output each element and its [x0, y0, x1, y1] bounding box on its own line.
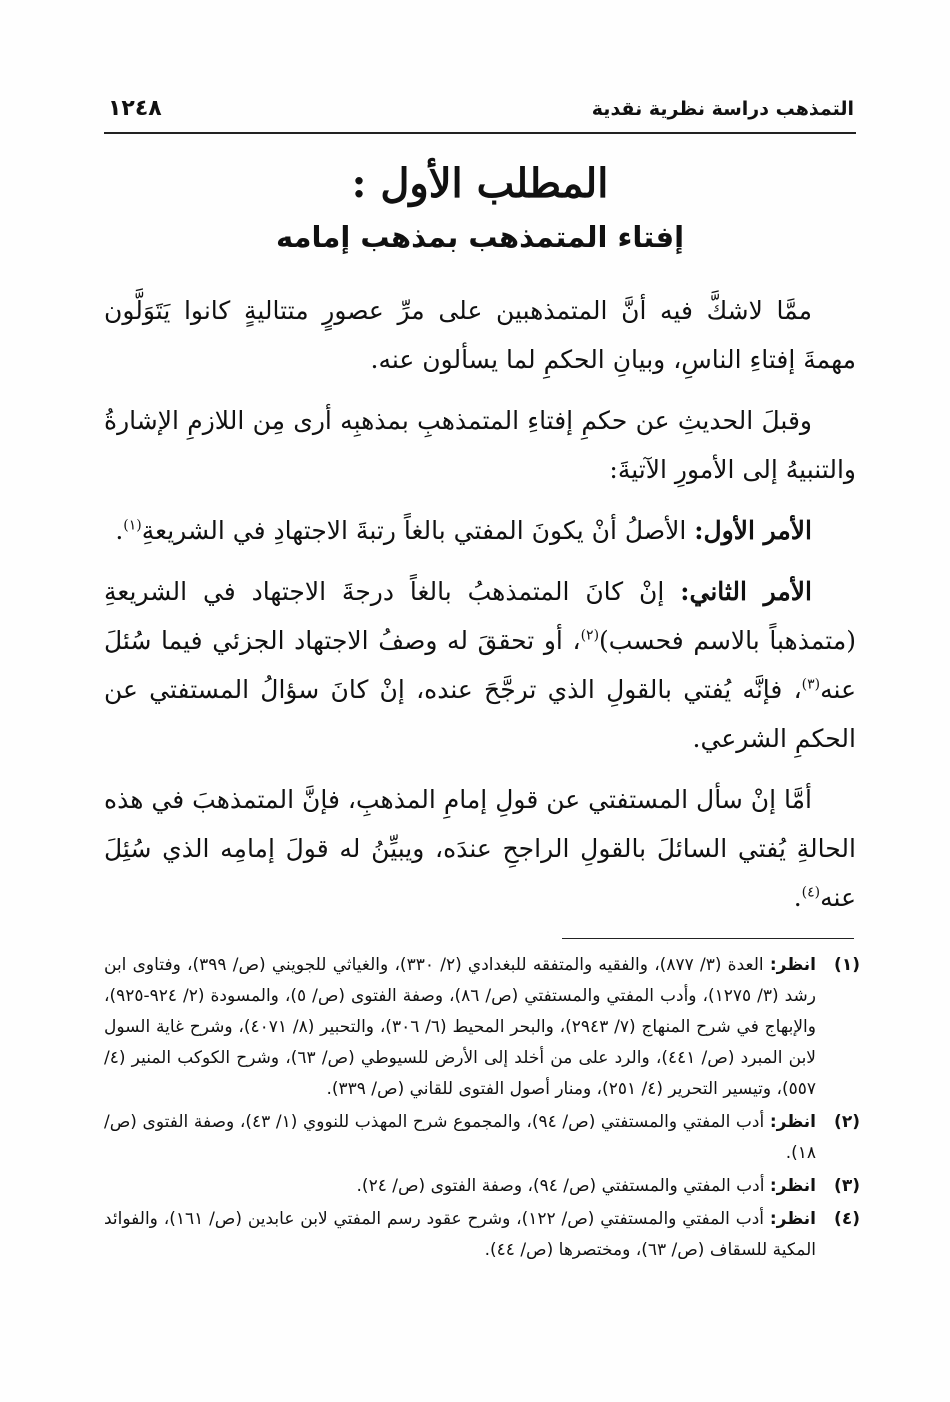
footnote	[104, 1107, 860, 1169]
paragraph-4-text-a: إنْ كانَ المتمذهبُ بالغاً درجةَ الاجتهاد في الشريعةِ (متمذهباً بالاسم فحسب)	[104, 577, 856, 655]
footnote-number: (٣)	[834, 1176, 860, 1196]
footnote-ref-4: (٤)	[801, 884, 821, 901]
paragraph-5-end: .	[793, 883, 802, 912]
section-subtitle: إفتاء المتمذهب بمذهب إمامه	[275, 220, 685, 254]
footnote-text	[104, 950, 816, 1105]
paragraph-1	[104, 286, 856, 384]
footnote-body: أدب المفتي والمستفتي (ص/ ١٢٢)، وشرح عقود رسم المفتي لابن عابدين (ص/ ١٦١)، والفوائد المكية للسقاف (ص/ ٦٣)، ومختصرها (ص/ ٤٤).	[104, 1209, 816, 1260]
paragraph-3-text: الأصلُ أنْ يكونَ المفتي بالغاً رتبةَ الاجتهادِ في الشريعةِ	[141, 516, 687, 545]
paragraph-4-lead: الأمر الثاني:	[680, 577, 813, 606]
page-number: ١٢٤٨	[108, 96, 162, 121]
footnotes	[104, 950, 860, 1268]
footnote	[104, 1204, 860, 1266]
footnote-text	[104, 1171, 816, 1202]
paragraph-3-lead: الأمر الأول:	[694, 516, 812, 545]
paragraph-3-end: .	[115, 516, 124, 545]
paragraph-2	[104, 396, 856, 494]
footnote-body: العدة (٣/ ٨٧٧)، والفقيه والمتفقه للبغدادي (٢/ ٣٣٠)، والغياثي للجويني (ص/ ٣٩٩)، وفتاوى ابن رشد (٣/ ١٢٧٥)، وأدب المفتي والمستفتي (ص/ ٨٦)، وصفة الفتوى (ص/ ٥)، والمسودة (٢/ ٩٢٤-٩٢٥)، والإبهاج في شرح المنهاج (٧/ ٢٩٤٣)، والبحر المحيط (٦/ ٣٠٦)، والتحبير (٨/ ٤٠٧١)، وشرح غاية السول لابن المبرد (ص/ ٤٤١)، والرد على من أخلد إلى الأرض للسيوطي (ص/ ٦٣)، وشرح الكوكب المنير (٤/ ٥٥٧)، وتيسير التحرير (٤/ ٢٥١)، ومنار أصول الفتوى للقاني (ص/ ٣٣٩).	[104, 955, 817, 1099]
section-title: المطلب الأول :	[351, 160, 609, 207]
header-divider	[104, 132, 856, 134]
paragraph-4	[104, 567, 856, 763]
footnote-divider	[562, 938, 854, 939]
paragraph-3	[104, 506, 856, 555]
footnote-number: (٤)	[834, 1209, 860, 1229]
paragraph-5	[104, 775, 856, 922]
footnote-ref-2: (٢)	[580, 627, 600, 644]
footnote-number: (٢)	[834, 1112, 860, 1132]
paragraph-4-text-b: ، أو تحققَ له وصفُ الاجتهاد الجزئي فيما سُئلَ عنه	[104, 626, 856, 704]
paragraph-5-text: أمَّا إنْ سأل المستفتي عن قولِ إمامِ المذهبِ، فإنَّ المتمذهبَ في هذه الحالةِ يُفتي السائلَ بالقولِ الراجحِ عندَه، ويبيِّنُ له قولَ إمامِه الذي سُئِلَ عنه	[104, 785, 856, 912]
footnote-ref-1: (١)	[123, 517, 142, 534]
running-title: التمذهب دراسة نظرية نقدية	[591, 98, 854, 120]
page-header	[108, 96, 854, 130]
paragraph-4-text-c: ، فإنَّه يُفتي بالقولِ الذي ترجَّحَ عنده، إنْ كانَ سؤالُ المستفتي عن الحكمِ الشرعي.	[104, 675, 856, 753]
body-text	[104, 286, 856, 934]
footnote-body: أدب المفتي والمستفتي (ص/ ٩٤)، وصفة الفتوى (ص/ ٢٤).	[356, 1176, 765, 1196]
paragraph-2-text: وقبلَ الحديثِ عن حكمِ إفتاءِ المتمذهبِ بمذهبِه أرى مِن اللازمِ الإشارةُ والتنبيهُ إلى الأمورِ الآتيةَ:	[104, 406, 856, 484]
footnote-label: انظر:	[769, 1209, 816, 1229]
footnote	[104, 1171, 860, 1202]
footnote-label: انظر:	[769, 1176, 816, 1196]
footnote-label: انظر:	[769, 1112, 817, 1132]
footnote-body: أدب المفتي والمستفتي (ص/ ٩٤)، والمجموع شرح المهذب للنووي (١/ ٤٣)، وصفة الفتوى (ص/ ١٨).	[104, 1112, 816, 1163]
footnote-number: (١)	[834, 955, 860, 975]
footnote-label: انظر:	[769, 955, 817, 975]
footnote-text	[104, 1107, 816, 1169]
footnote-ref-3: (٣)	[801, 676, 821, 693]
paragraph-1-text: ممَّا لاشكَّ فيه أنَّ المتمذهبين على مرِّ عصورٍ متتاليةٍ كانوا يَتَوَلَّون مهمةَ إفتاءِ الناسِ، وبيانِ الحكمِ لما يسألون عنه.	[104, 296, 856, 374]
footnote-text	[104, 1204, 816, 1266]
footnote	[104, 950, 860, 1105]
